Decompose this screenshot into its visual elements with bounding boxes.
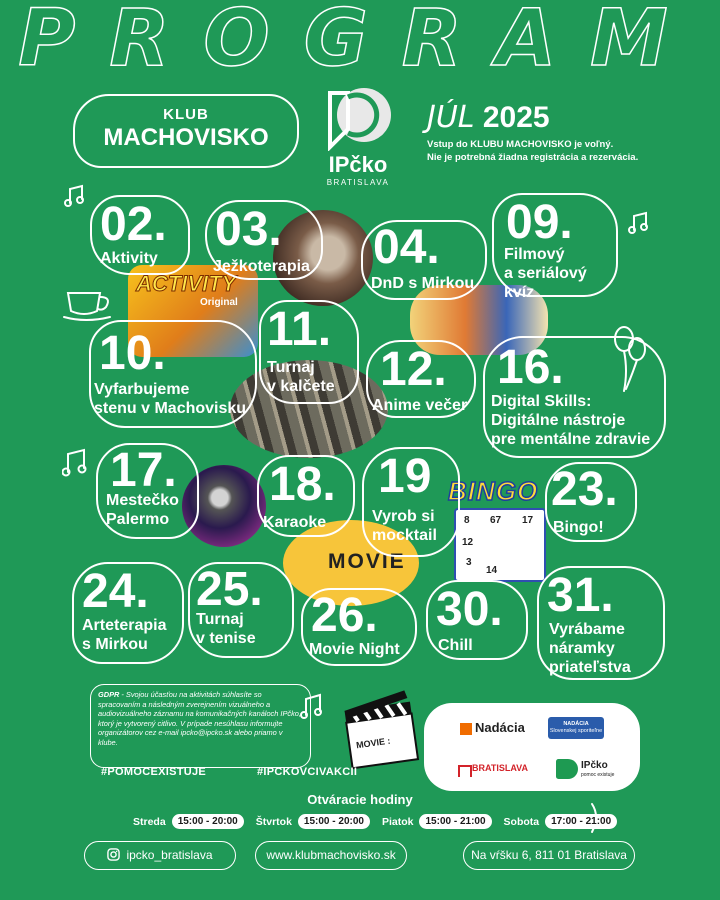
opening-hours (133, 814, 623, 829)
event-day: 10. (99, 327, 166, 380)
hours-day: Štvrtok (255, 815, 292, 828)
event-label: Bingo! (553, 519, 604, 536)
hours-time: 15:00 - 21:00 (419, 814, 491, 829)
event-day: 17. (110, 444, 177, 497)
logo-city: BRATISLAVA (326, 178, 390, 187)
month-heading (427, 100, 550, 135)
hours-time: 15:00 - 20:00 (172, 814, 244, 829)
event-24 (72, 562, 184, 664)
event-day: 18. (269, 458, 336, 511)
event-12 (366, 340, 476, 418)
balloons-icon (612, 325, 648, 395)
partner-slsp-sub: Slovenskej sporiteľne (549, 728, 603, 734)
event-30 (426, 580, 528, 660)
club-badge (73, 94, 299, 168)
activity-game-subtitle: Original (200, 297, 238, 308)
month-year: 2025 (482, 101, 550, 134)
hours-day: Streda (133, 815, 166, 828)
event-day: 19 (378, 450, 432, 503)
event-09 (492, 193, 618, 301)
event-day: 02. (100, 198, 167, 251)
clapboard-text: MOVIE : (355, 735, 392, 751)
event-label: Karaoke (263, 514, 327, 531)
bingo-number: 12 (462, 537, 474, 548)
event-label: Aktivity (100, 250, 158, 267)
event-25 (188, 562, 294, 658)
instagram-icon (107, 848, 120, 861)
address-text: Na vŕšku 6, 811 01 Bratislava (471, 848, 627, 862)
event-19 (362, 447, 460, 557)
entry-note-line1: Vstup do KLUBU MACHOVISKO je voľný. (427, 139, 614, 150)
hashtag: #POMOCEXISTUJE (101, 766, 207, 778)
event-02 (90, 195, 190, 275)
bingo-number: 67 (490, 515, 502, 526)
opening-hours-title: Otváracie hodiny (307, 792, 413, 807)
event-label: Turnaj v tenise (196, 611, 256, 647)
entry-note (427, 138, 667, 164)
event-day: 09. (506, 196, 573, 249)
instagram-link[interactable] (84, 841, 236, 870)
month-name: JÚL (427, 100, 475, 135)
logo-name: IPčko (328, 152, 388, 177)
clapboard-icon (340, 690, 422, 776)
address (463, 841, 635, 870)
instagram-handle: ipcko_bratislava (126, 848, 213, 862)
event-10 (89, 320, 257, 428)
page-title: PROGRAM (18, 0, 702, 84)
event-day: 04. (373, 221, 440, 274)
event-day: 31. (547, 569, 614, 622)
event-label: Arteterapia s Mirkou (82, 617, 167, 653)
event-04 (361, 220, 487, 300)
website-url: www.klubmachovisko.sk (266, 848, 396, 862)
event-label: Vyrábame náramky priateľstva (549, 621, 631, 676)
event-day: 24. (82, 565, 149, 618)
event-label: Mestečko Palermo (106, 492, 179, 528)
website-link[interactable] (255, 841, 407, 870)
partners-panel (424, 703, 640, 791)
club-label: KLUB (163, 106, 209, 123)
coffee-cup-icon (60, 285, 116, 321)
event-day: 03. (215, 203, 282, 256)
music-note-icon (628, 210, 652, 236)
ipcko-small-logo-icon (556, 759, 578, 779)
slsp-logo (548, 717, 604, 739)
partner-nadacia: Nadácia (475, 720, 525, 735)
music-note-icon (64, 183, 88, 209)
event-label: Turnaj v kalčete (267, 359, 335, 395)
event-day: 25. (196, 563, 263, 616)
event-label: Anime večer (372, 397, 468, 414)
event-17 (96, 443, 199, 539)
event-18 (257, 455, 355, 537)
event-label: Vyrob si mocktail (372, 508, 437, 544)
orange-logo-icon (460, 723, 472, 735)
hours-day: Sobota (503, 815, 540, 828)
partner-slsp-name: NADÁCIA (563, 721, 589, 727)
hours-time: 17:00 - 21:00 (545, 814, 617, 829)
music-note-icon (62, 448, 90, 478)
event-label: DnD s Mirkou (371, 275, 475, 292)
event-03 (205, 200, 323, 280)
club-name: MACHOVISKO (103, 124, 269, 151)
bingo-grid (454, 508, 546, 582)
bingo-number: 17 (522, 515, 534, 526)
bingo-number: 3 (466, 557, 472, 568)
gdpr-text: - Svojou účasťou na aktivitách súhlasíte so spracovaním a následným zverejnením vizuálneho a audiovizuálneho záznamu na komunikačných kanáloch IPčko, ktorý je vytvorený citlivo. V prípade nesúhlasu informujte organizátorov cez e-mail ipcko@ipcko.sk alebo priamo v klube. (98, 690, 301, 747)
partner-ipcko: IPčko (581, 760, 608, 771)
ipcko-logo-icon (322, 85, 396, 151)
hours-day: Piatok (381, 815, 414, 828)
activity-game-title: ACTIVITY (136, 271, 237, 296)
event-label: Ježkoterapia (213, 258, 310, 275)
event-day: 23. (551, 463, 618, 516)
movie-image-text: MOVIE (328, 550, 406, 573)
partner-bratislava: BRATISLAVA (472, 763, 528, 773)
event-label: Movie Night (309, 641, 400, 658)
event-label: Chill (438, 637, 473, 654)
bingo-number: 14 (486, 565, 498, 576)
event-day: 16. (497, 341, 564, 394)
partner-ipcko-sub: pomoc existuje (581, 772, 615, 778)
event-31 (537, 566, 665, 680)
gdpr-notice (90, 684, 311, 768)
event-label: Filmový a seriálový kvíz (504, 246, 587, 301)
event-day: 30. (436, 583, 503, 636)
event-day: 11. (267, 303, 332, 356)
hours-time: 15:00 - 20:00 (298, 814, 370, 829)
event-label: Digital Skills: Digitálne nástroje pre mentálne zdravie (491, 393, 651, 448)
hashtag: #IPCKOVCIVAKCII (257, 766, 358, 778)
bingo-card-image (446, 478, 546, 582)
bratislava-logo-icon (458, 765, 472, 777)
event-26 (301, 588, 417, 666)
entry-note-line2: Nie je potrebná žiadna registrácia a rezervácia. (427, 152, 639, 163)
event-day: 26. (311, 589, 378, 642)
event-11 (259, 300, 359, 404)
bingo-title: BINGO (448, 476, 539, 506)
event-23 (545, 462, 637, 542)
event-label: Vyfarbujeme stenu v Machovisku (94, 381, 247, 417)
event-day: 12. (380, 343, 447, 396)
bingo-number: 8 (464, 515, 470, 526)
gdpr-label: GDPR (98, 690, 120, 699)
